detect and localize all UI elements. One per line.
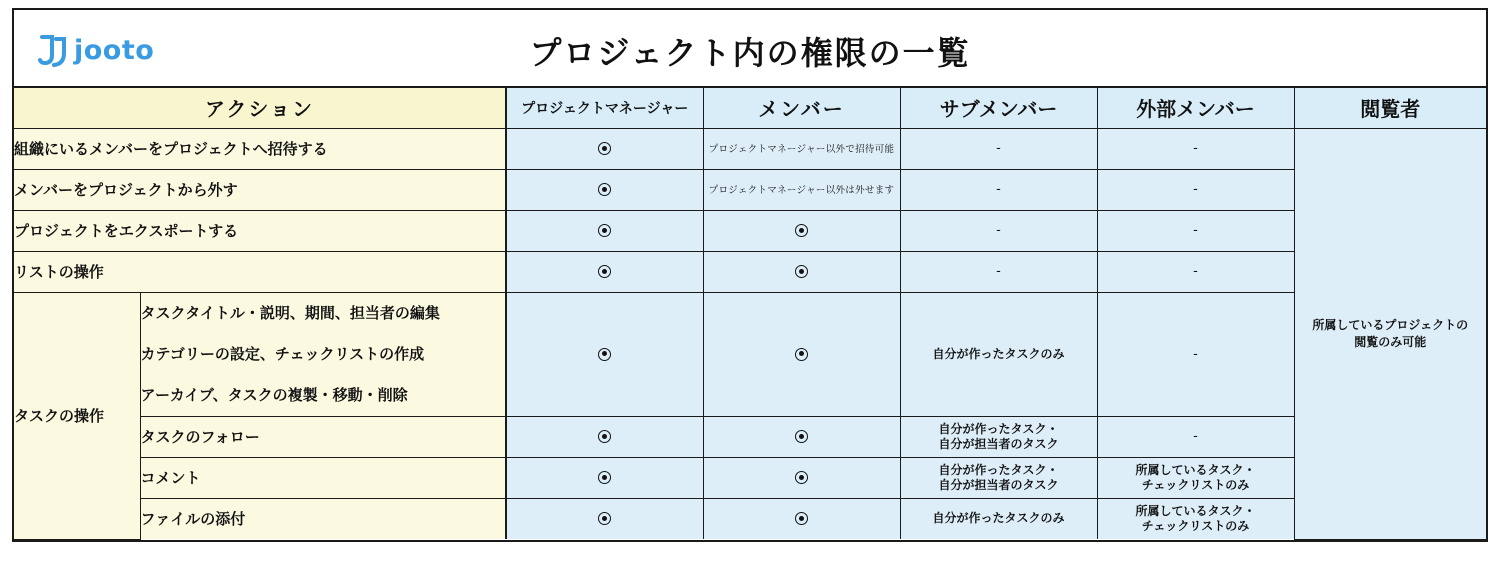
sub-member-cell <box>900 169 1097 210</box>
member-cell <box>703 169 900 210</box>
pm-cell <box>506 251 703 292</box>
sub-member-cell <box>900 128 1097 169</box>
action-label: ファイルの添付 <box>140 498 506 539</box>
member-cell <box>703 416 900 457</box>
action-label: タスクのフォロー <box>140 416 506 457</box>
table-row <box>14 169 1486 210</box>
check-mark-icon <box>598 471 611 484</box>
task-edit-actions <box>140 292 506 416</box>
table-row <box>14 251 1486 292</box>
external-member-cell <box>1097 251 1294 292</box>
action-label: メンバーをプロジェクトから外す <box>14 169 506 210</box>
sub-member-cell <box>900 457 1097 498</box>
cell-line: チェックリストのみ <box>1141 477 1250 492</box>
external-member-cell <box>1097 292 1294 416</box>
permission-sheet <box>12 8 1488 542</box>
pm-cell <box>506 292 703 416</box>
pm-cell <box>506 457 703 498</box>
header-external-member: 外部メンバー <box>1097 88 1294 128</box>
task-group-label: タスクの操作 <box>14 292 140 539</box>
permission-table <box>14 88 1486 540</box>
table-row <box>14 128 1486 169</box>
dash-value: - <box>1193 346 1198 362</box>
external-member-cell <box>1097 169 1294 210</box>
sub-member-cell: 自分が作ったタスクのみ <box>900 498 1097 539</box>
check-mark-icon <box>598 512 611 525</box>
header-viewer: 閲覧者 <box>1294 88 1486 128</box>
external-member-cell <box>1097 128 1294 169</box>
sub-member-cell <box>900 210 1097 251</box>
member-cell <box>703 292 900 416</box>
cell-line: 所属しているタスク・ <box>1135 503 1256 518</box>
pm-cell <box>506 498 703 539</box>
dash-value: - <box>996 223 1001 238</box>
dash-value: - <box>1193 264 1198 279</box>
header-action: アクション <box>14 88 506 128</box>
action-sub-line: カテゴリーの設定、チェックリストの作成 <box>140 344 425 363</box>
sub-member-cell: 自分が作ったタスクのみ <box>900 292 1097 416</box>
check-mark-icon <box>598 265 611 278</box>
header-project-manager: プロジェクトマネージャー <box>506 88 703 128</box>
viewer-note-line: 所属しているプロジェクトの <box>1312 317 1469 332</box>
action-label: プロジェクトをエクスポートする <box>14 210 506 251</box>
check-mark-icon <box>795 512 808 525</box>
external-member-cell <box>1097 498 1294 539</box>
pm-cell <box>506 416 703 457</box>
dash-value: - <box>1193 182 1198 197</box>
dash-value: - <box>996 182 1001 197</box>
check-mark-icon <box>598 183 611 196</box>
header-sub-member: サブメンバー <box>900 88 1097 128</box>
viewer-cell <box>1294 128 1486 539</box>
check-mark-icon <box>795 265 808 278</box>
action-label: リストの操作 <box>14 251 506 292</box>
check-mark-icon <box>795 430 808 443</box>
cell-note: プロジェクトマネージャー以外で招待可能 <box>708 143 895 155</box>
dash-value: - <box>996 264 1001 279</box>
table-row <box>14 210 1486 251</box>
header-member: メンバー <box>703 88 900 128</box>
member-cell <box>703 128 900 169</box>
check-mark-icon <box>598 142 611 155</box>
pm-cell <box>506 128 703 169</box>
sub-member-cell <box>900 416 1097 457</box>
dash-value: - <box>1193 141 1198 156</box>
member-cell <box>703 251 900 292</box>
sub-member-cell <box>900 251 1097 292</box>
cell-line: 自分が担当者のタスク <box>938 436 1059 451</box>
viewer-note-line: 閲覧のみ可能 <box>1354 334 1427 349</box>
dash-value: - <box>1193 429 1198 444</box>
external-member-cell <box>1097 457 1294 498</box>
table-row <box>14 292 1486 416</box>
check-mark-icon <box>795 224 808 237</box>
member-cell <box>703 457 900 498</box>
external-member-cell <box>1097 210 1294 251</box>
member-cell <box>703 498 900 539</box>
cell-line: 所属しているタスク・ <box>1135 462 1256 477</box>
action-label: 組織にいるメンバーをプロジェクトへ招待する <box>14 128 506 169</box>
dash-value: - <box>1193 223 1198 238</box>
cell-line: 自分が作ったタスク・ <box>938 421 1059 436</box>
check-mark-icon <box>795 471 808 484</box>
header-row <box>14 88 1486 128</box>
action-sub-line: アーカイブ、タスクの複製・移動・削除 <box>140 385 408 404</box>
action-sub-line: タスクタイトル・説明、期間、担当者の編集 <box>140 303 440 322</box>
check-mark-icon <box>598 430 611 443</box>
cell-line: 自分が作ったタスク・ <box>938 462 1059 477</box>
pm-cell <box>506 169 703 210</box>
cell-note: プロジェクトマネージャー以外は外せます <box>708 184 895 196</box>
cell-line: 自分が担当者のタスク <box>938 477 1059 492</box>
cell-line: チェックリストのみ <box>1141 518 1250 533</box>
action-label: コメント <box>140 457 506 498</box>
check-mark-icon <box>795 348 808 361</box>
check-mark-icon <box>598 348 611 361</box>
table-row <box>14 457 1486 498</box>
external-member-cell <box>1097 416 1294 457</box>
table-row <box>14 498 1486 539</box>
table-row <box>14 416 1486 457</box>
dash-value: - <box>996 141 1001 156</box>
brand-name: jooto <box>74 34 155 66</box>
member-cell <box>703 210 900 251</box>
title-bar <box>14 10 1486 88</box>
pm-cell <box>506 210 703 251</box>
check-mark-icon <box>598 224 611 237</box>
page-title: プロジェクト内の権限の一覧 <box>529 34 971 72</box>
